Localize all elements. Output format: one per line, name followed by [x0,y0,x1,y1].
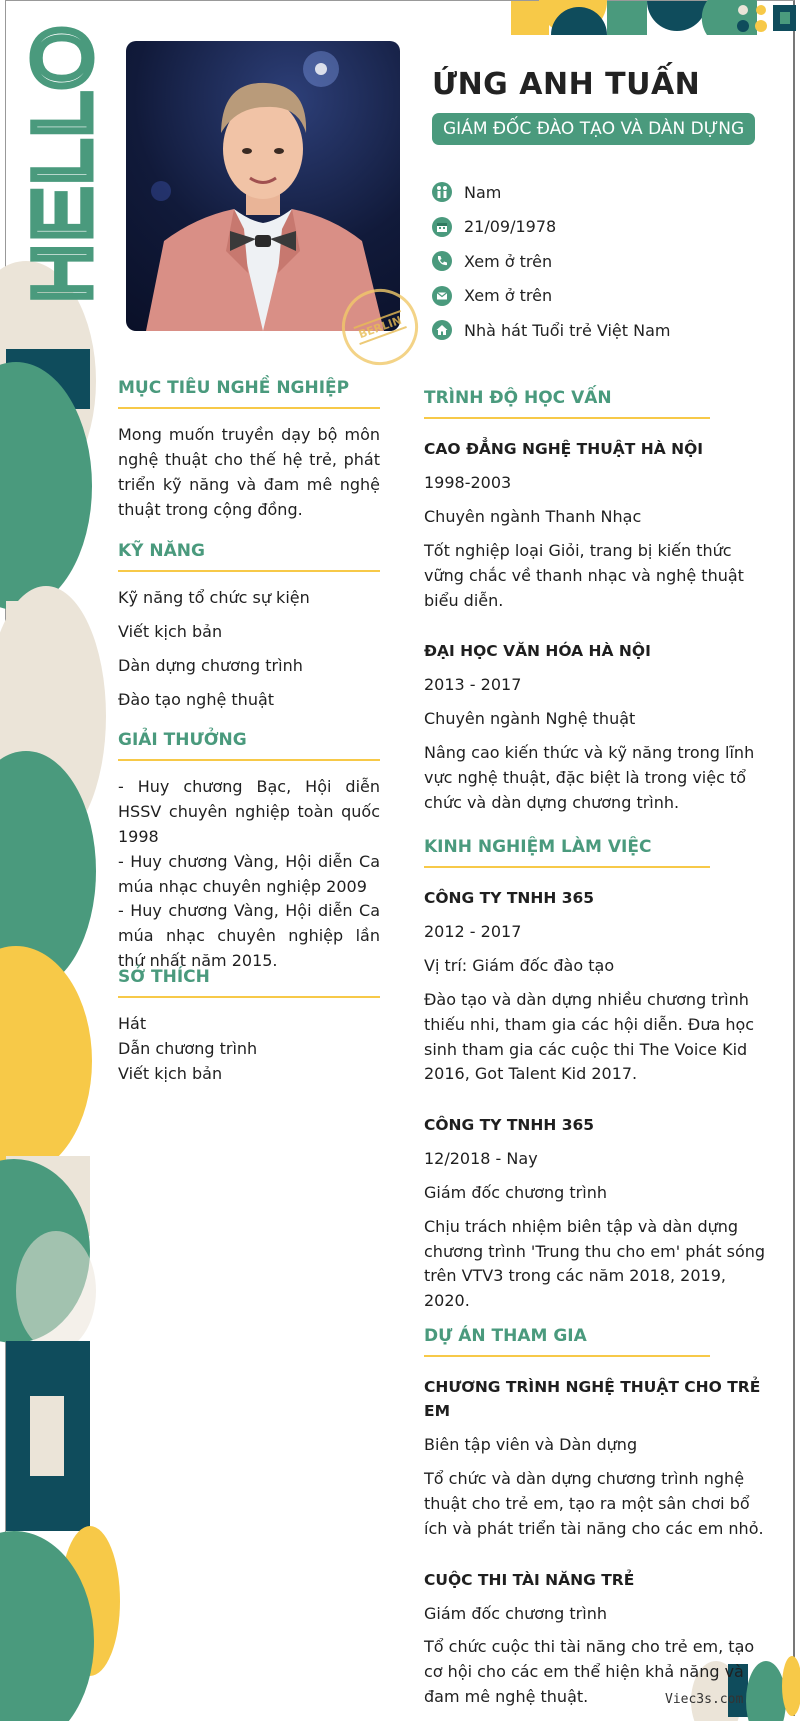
contact-email [432,279,671,314]
phone-value: Xem ở trên [464,251,553,271]
project-name: CUỘC THI TÀI NĂNG TRẺ [424,1570,635,1589]
education-desc: Tốt nghiệp loại Giỏi, trang bị kiến thức vững chắc về thanh nhạc và nghệ thuật biểu diễn. [424,540,744,610]
profile-photo [126,41,400,331]
portrait-illustration [126,41,400,331]
home-icon [432,320,452,340]
project-desc: Tổ chức và dàn dựng chương trình nghệ thuật cho trẻ em, tạo ra một sân chơi bổ ích và phát triển tài năng cho các em nhỏ. [424,1469,764,1538]
experience-period: 2012 - 2017 [424,922,522,942]
company-name: CÔNG TY TNHH 365 [424,1116,595,1135]
awards-section [118,727,380,974]
skill-item: Dàn dựng chương trình [118,655,303,675]
contact-birthday [432,210,671,245]
school-name: CAO ĐẲNG NGHỆ THUẬT HÀ NỘI [424,440,704,459]
experience-desc: Đào tạo và dàn dựng nhiều chương trình thiếu nhi, tham gia các hội diễn. Đưa học sinh tham gia các cuộc thi The Voice Kid 2016, Got Talent Kid 2017. [424,989,755,1084]
objective-title: MỤC TIÊU NGHỀ NGHIỆP [118,375,380,409]
company-name: CÔNG TY TNHH 365 [424,889,595,908]
projects-title: DỰ ÁN THAM GIA [424,1323,710,1357]
decor-strip [6,1,108,1717]
experience-entry [424,886,774,1087]
education-major: Chuyên ngành Thanh Nhạc [424,507,642,527]
hobby-item: Viết kịch bản [118,1063,223,1083]
phone-icon [432,251,452,271]
objective-section [118,375,380,523]
project-entry [424,1375,774,1541]
objective-text: Mong muốn truyền dạy bộ môn nghệ thuật cho thế hệ trẻ, phát triển kỹ năng và đam mê nghệ thuật trong cộng đồng. [118,425,380,519]
project-name: CHƯƠNG TRÌNH NGHỆ THUẬT CHO TRẺ EM [424,1378,761,1421]
job-title-badge: GIÁM ĐỐC ĐÀO TẠO VÀ DÀN DỰNG [432,113,755,145]
address-value: Nhà hát Tuổi trẻ Việt Nam [464,320,671,340]
school-name: ĐẠI HỌC VĂN HÓA HÀ NỘI [424,642,651,661]
skills-title: KỸ NĂNG [118,538,380,572]
experience-title: KINH NGHIỆM LÀM VIỆC [424,834,710,868]
birthday-value: 21/09/1978 [464,217,557,237]
education-section [424,385,774,824]
hobby-item: Dẫn chương trình [118,1039,258,1059]
education-period: 1998-2003 [424,473,512,493]
hobby-item: Hát [118,1014,147,1034]
skill-item: Đào tạo nghệ thuật [118,689,275,709]
hello-text: HELLO [17,24,108,303]
education-desc: Nâng cao kiến thức và kỹ năng trong lĩnh vực nghệ thuật, đặc biệt là trong việc tổ chức và dàn dựng chương trình. [424,742,755,812]
watermark: Viec3s.com [665,1692,744,1707]
calendar-icon [432,217,452,237]
project-role: Biên tập viên và Dàn dựng [424,1435,638,1455]
contact-phone [432,244,671,279]
top-decor [511,1,796,35]
award-item: - Huy chương Vàng, Hội diễn Ca múa nhạc chuyên nghiệp lần thứ nhất năm 2015. [118,901,380,970]
hobbies-section [118,964,380,1087]
education-title: TRÌNH ĐỘ HỌC VẤN [424,385,710,419]
experience-entry [424,1113,774,1314]
skill-item: Kỹ năng tổ chức sự kiện [118,588,310,608]
experience-desc: Chịu trách nhiệm biên tập và dàn dựng chương trình 'Trung thu cho em' phát sóng trên VTV3 trong các năm 2018, 2019, 2020. [424,1216,766,1311]
education-major: Chuyên ngành Nghệ thuật [424,709,636,729]
award-item: - Huy chương Vàng, Hội diễn Ca múa nhạc chuyên nghiệp 2009 [118,851,380,896]
experience-section [424,834,774,1323]
skill-item: Viết kịch bản [118,622,223,642]
contact-gender [432,175,671,210]
contact-address [432,313,671,348]
project-role: Giám đốc chương trình [424,1603,607,1623]
contact-info [432,175,671,348]
candidate-name: ỨNG ANH TUẤN [432,67,701,102]
gender-icon [432,182,452,202]
experience-period: 12/2018 - Nay [424,1149,538,1169]
education-period: 2013 - 2017 [424,675,522,695]
education-entry [424,437,774,613]
experience-position: Vị trí: Giám đốc đào tạo [424,956,615,976]
hobbies-title: SỞ THÍCH [118,964,380,998]
cv-page [5,0,795,1716]
project-desc: Tổ chức cuộc thi tài năng cho trẻ em, tạo cơ hội cho các em thể hiện khả năng và đam mê nghệ thuật. [424,1637,755,1706]
stamp-icon: BERLIN [331,278,428,375]
experience-position: Giám đốc chương trình [424,1182,607,1202]
education-entry [424,639,774,815]
awards-title: GIẢI THƯỞNG [118,727,380,761]
email-icon [432,286,452,306]
projects-section [424,1323,774,1719]
project-entry [424,1568,774,1710]
award-item: - Huy chương Bạc, Hội diễn HSSV chuyên nghiệp toàn quốc 1998 [118,777,380,846]
skills-section [118,538,380,722]
gender-value: Nam [464,182,502,202]
email-value: Xem ở trên [464,286,553,306]
